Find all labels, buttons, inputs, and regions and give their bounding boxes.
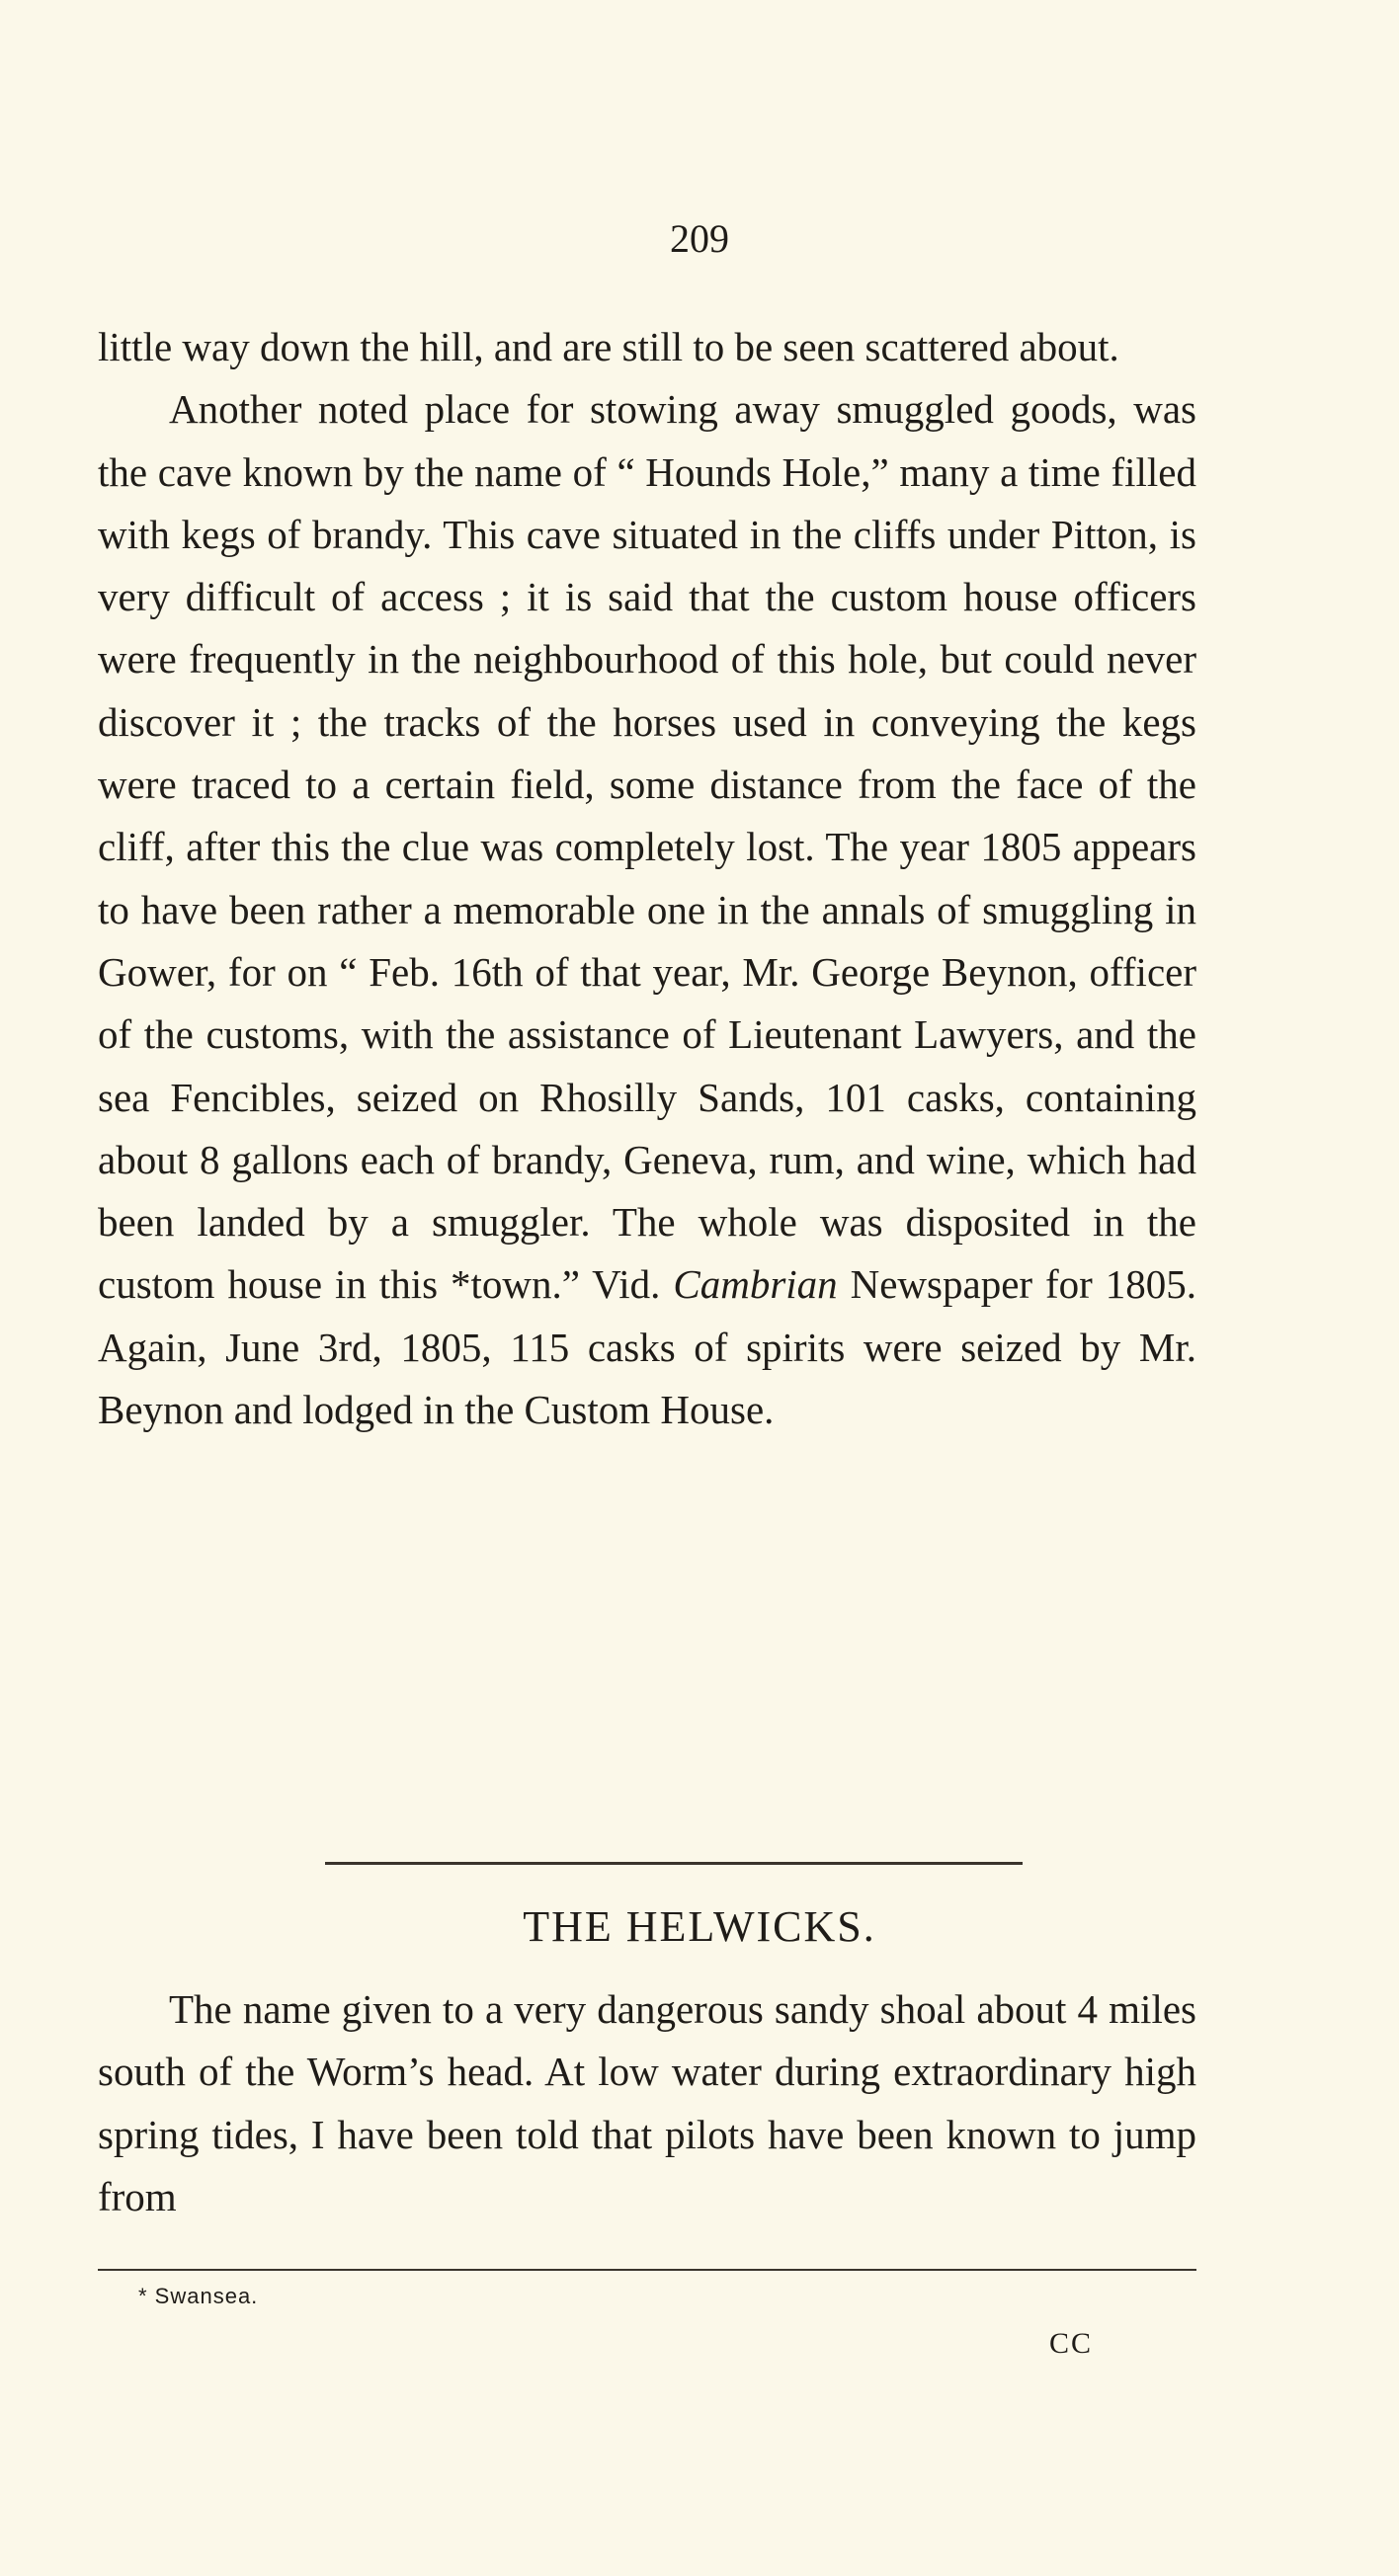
text-segment: Another noted place for stowing away smuggled goods, was the cave known by the name of “ Hounds Hole,” many a time filled with kegs of brandy. This cave situated in the cliffs under Pitton, is very difficult of access ; it is said that the custom house officers were frequently in the neighbourhood of this hole, but could never discover it ; the tracks of the horses used in conveying the kegs were traced to a certain field, some distance from the face of the cliff, after this the clue was completely lost. The year 1805 appears to have been rather a memorable one in the annals of smuggling in Gower, for on “ Feb. 16th of that year, Mr. George Beynon, officer of the customs, with the assistance of Lieutenant Lawyers, and the sea Fencibles, seized on Rhosilly Sands, 101 casks, containing about 8 gallons each of brandy, Geneva, rum, and wine, which had been landed by a smuggler. The whole was disposited in the custom house in this *town.” Vid.: [98, 386, 1196, 1308]
page-number: 209: [670, 216, 729, 261]
body-text: [98, 316, 1196, 1441]
text-segment: little way down the hill, and are still to be seen scattered about.: [98, 324, 1119, 369]
signature-mark: CC: [1049, 2327, 1094, 2360]
footnote: * Swansea.: [138, 2284, 259, 2308]
footnote-divider: [98, 2269, 1196, 2271]
section-divider: [325, 1862, 1023, 1865]
section-paragraph: [98, 1978, 1196, 2228]
text-segment: Newspaper for 1805. Again, June 3rd, 1805, 115 casks of spirits were seized by Mr. Beynon and lodged in the Custom House.: [98, 1261, 1196, 1433]
section-heading: THE HELWICKS.: [523, 1902, 876, 1951]
italic-text: Cambrian: [673, 1261, 838, 1308]
paragraph: [98, 378, 1196, 1441]
paragraph: [98, 316, 1196, 378]
paragraph: The name given to a very dangerous sandy shoal about 4 miles south of the Worm’s head. At low water during extraordinary high spring tides, I have been told that pilots have been known to jump from: [98, 1986, 1196, 2219]
